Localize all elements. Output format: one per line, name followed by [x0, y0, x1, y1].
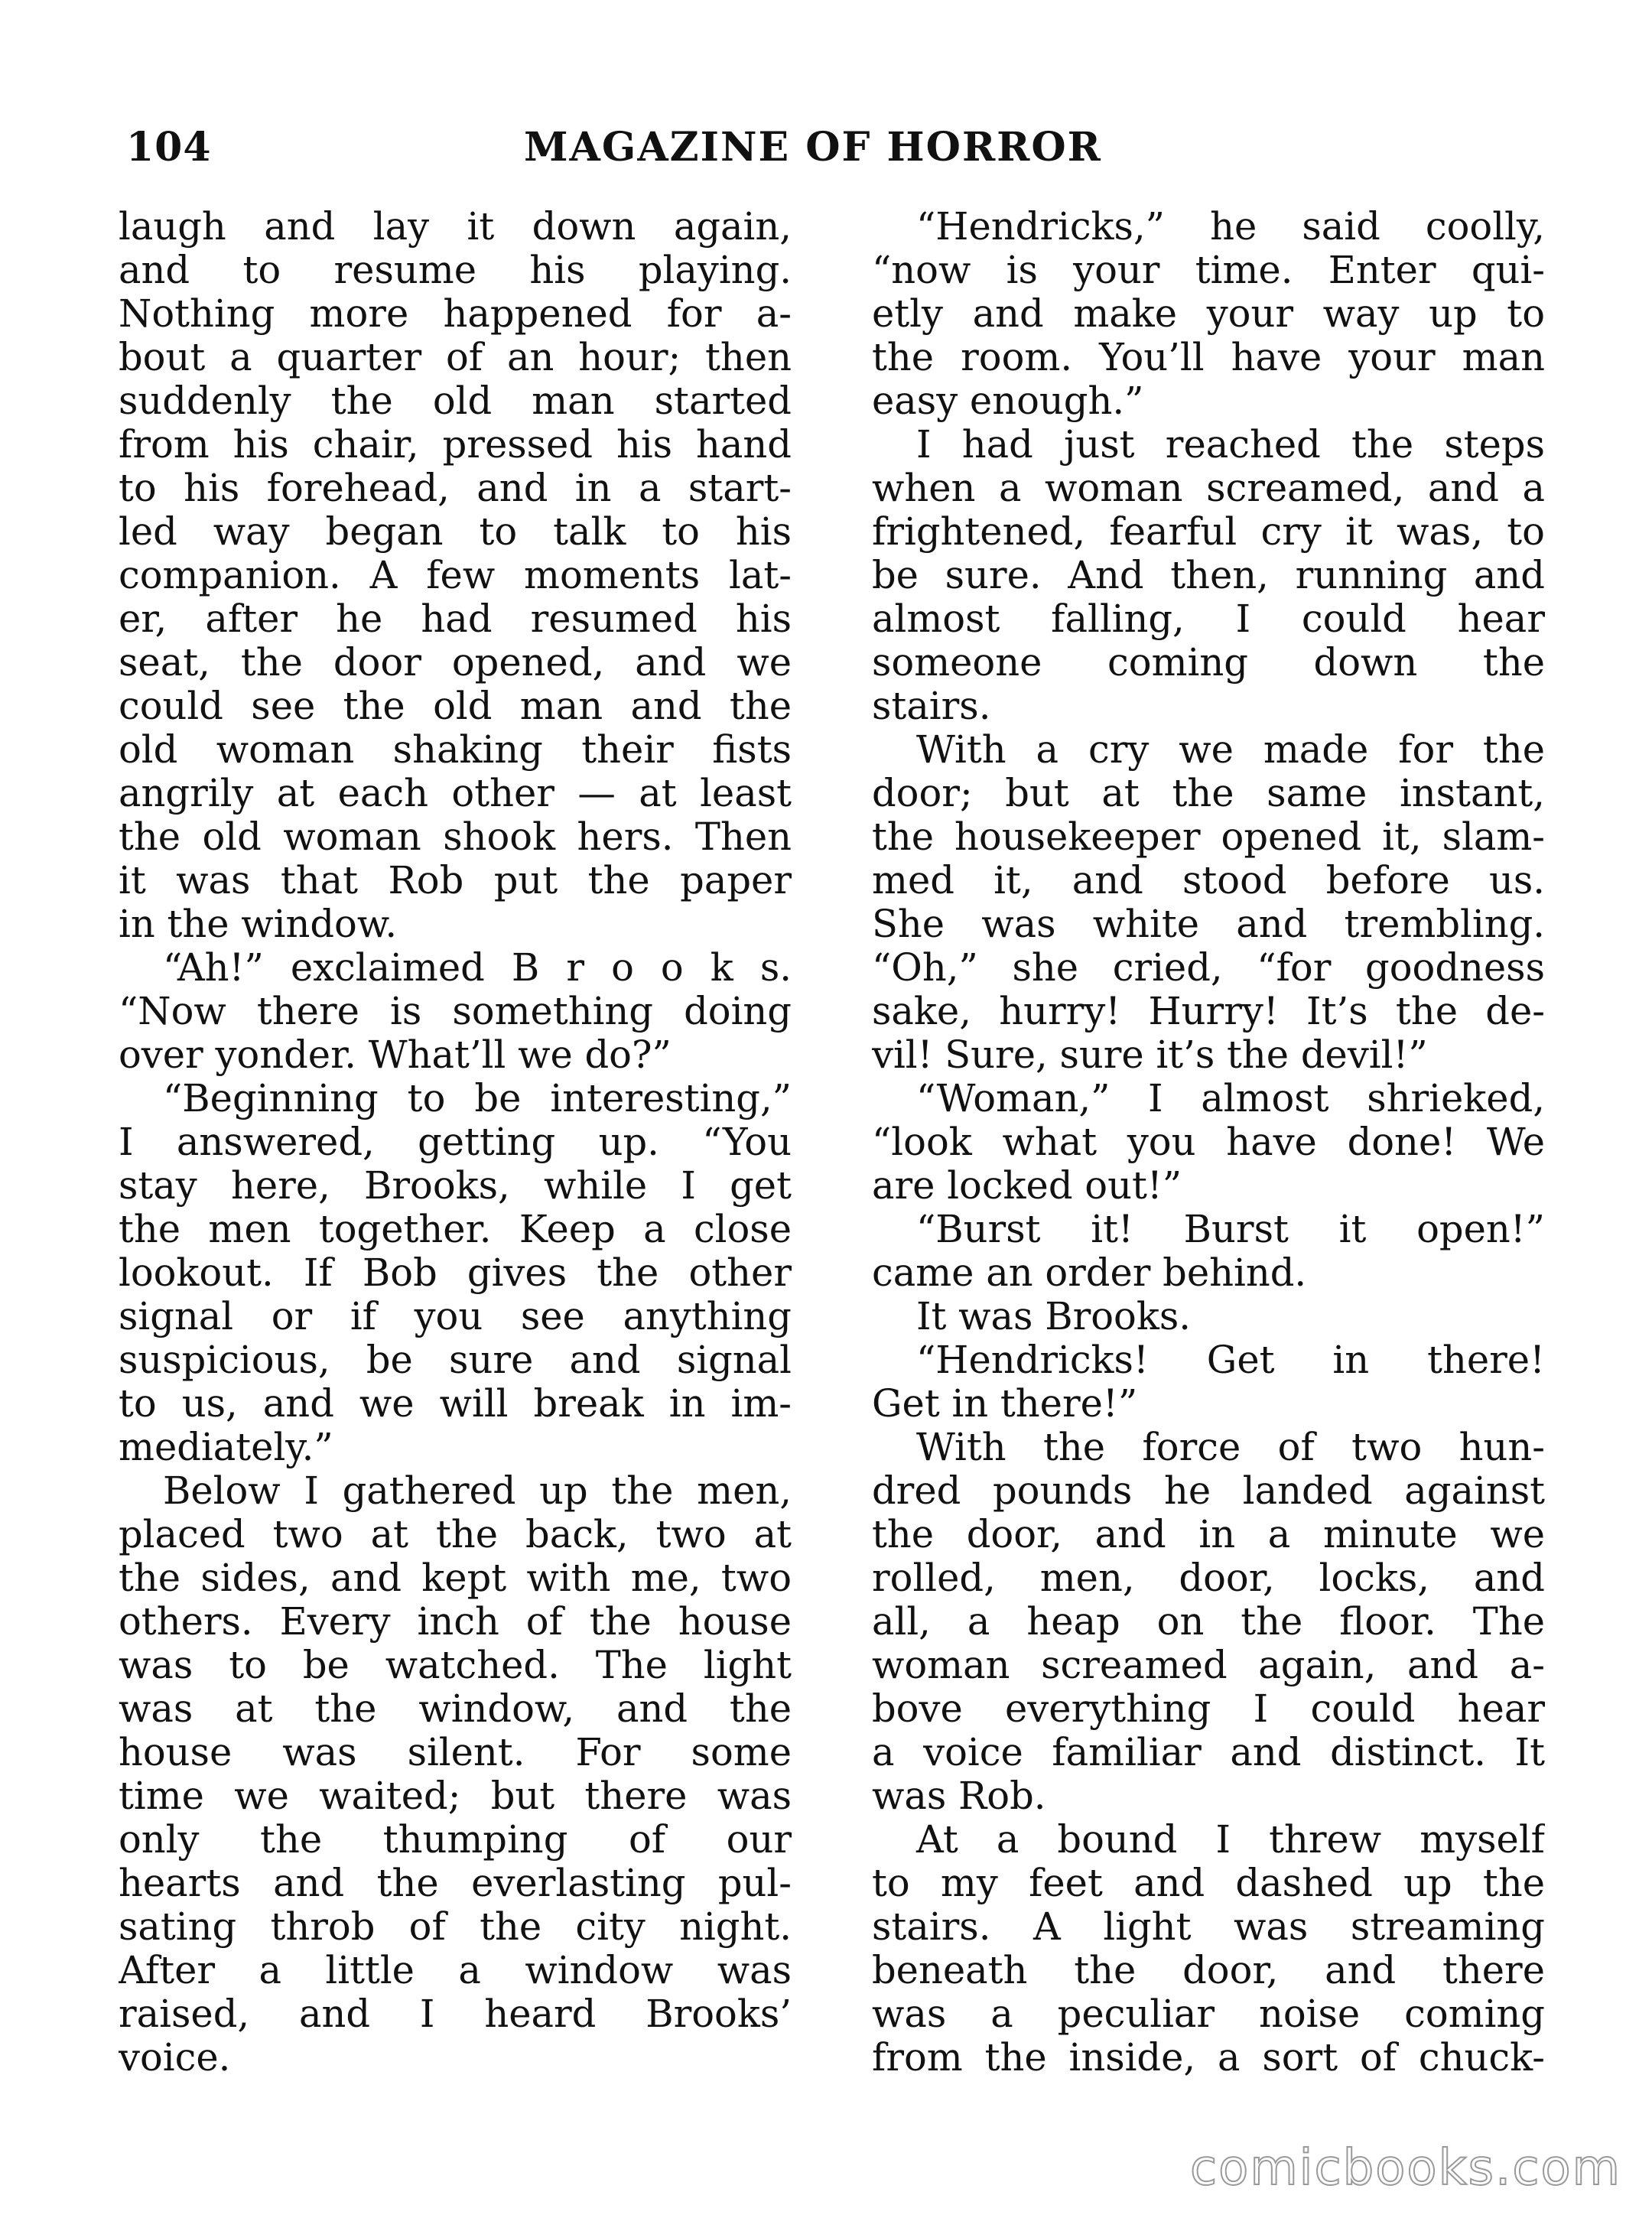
text-line: the door, and in a minute we: [872, 1513, 1545, 1556]
text-line: to his forehead, and in a start-: [119, 467, 792, 510]
text-line: bout a quarter of an hour; then: [119, 336, 792, 379]
text-line: “Now there is something doing: [119, 990, 792, 1033]
text-line: At a bound I threw myself: [916, 1818, 1545, 1862]
right-text-column: [872, 205, 1545, 2080]
text-line: seat, the door opened, and we: [119, 641, 792, 685]
text-line: to us, and we will break in im-: [119, 1382, 792, 1426]
text-line: signal or if you see anything: [119, 1295, 792, 1338]
text-line: raised, and I heard Brooks’: [119, 1992, 792, 2036]
text-line: suspicious, be sure and signal: [119, 1338, 792, 1382]
text-line: almost falling, I could hear: [872, 597, 1545, 641]
text-line: and to resume his playing.: [119, 249, 792, 292]
text-line: was at the window, and the: [119, 1687, 792, 1731]
text-line: bove everything I could hear: [872, 1687, 1545, 1731]
text-line: voice.: [119, 2036, 231, 2080]
text-line: suddenly the old man started: [119, 379, 792, 423]
text-line: a voice familiar and distinct. It: [872, 1731, 1545, 1774]
text-line: the sides, and kept with me, two: [119, 1556, 792, 1600]
text-line: time we waited; but there was: [119, 1774, 792, 1818]
text-line: “Hendricks,” he said coolly,: [916, 205, 1545, 249]
text-line: “look what you have done! We: [872, 1120, 1545, 1164]
text-line: “Hendricks! Get in there!: [916, 1338, 1545, 1382]
text-line: woman screamed again, and a-: [872, 1644, 1545, 1687]
text-line: it was that Rob put the paper: [119, 859, 792, 902]
text-line: someone coming down the: [872, 641, 1545, 685]
text-line: sating throb of the city night.: [119, 1905, 792, 1949]
text-line: frightened, fearful cry it was, to: [872, 510, 1545, 554]
text-line: when a woman screamed, and a: [872, 467, 1545, 510]
text-line: Nothing more happened for a-: [119, 292, 792, 336]
text-line: from his chair, pressed his hand: [119, 423, 792, 467]
text-line: house was silent. For some: [119, 1731, 792, 1774]
text-line: “Ah!” exclaimed B r o o k s.: [163, 946, 792, 990]
text-line: be sure. And then, running and: [872, 554, 1545, 597]
text-line: was a peculiar noise coming: [872, 1992, 1545, 2036]
text-line: “Beginning to be interesting,”: [163, 1077, 792, 1120]
text-line: the room. You’ll have your man: [872, 336, 1545, 379]
text-line: mediately.”: [119, 1426, 333, 1469]
text-line: After a little a window was: [119, 1949, 792, 1992]
text-line: placed two at the back, two at: [119, 1513, 792, 1556]
text-line: She was white and trembling.: [872, 902, 1545, 946]
text-line: Get in there!”: [872, 1382, 1138, 1426]
text-line: led way began to talk to his: [119, 510, 792, 554]
text-line: all, a heap on the floor. The: [872, 1600, 1545, 1644]
text-line: was Rob.: [872, 1774, 1046, 1818]
text-line: “Oh,” she cried, “for goodness: [872, 946, 1545, 990]
text-line: from the inside, a sort of chuck-: [872, 2036, 1545, 2080]
text-line: With a cry we made for the: [916, 728, 1545, 772]
page-header: [126, 124, 1549, 177]
text-line: the men together. Keep a close: [119, 1208, 792, 1251]
text-line: easy enough.”: [872, 379, 1144, 423]
text-line: others. Every inch of the house: [119, 1600, 792, 1644]
text-line: to my feet and dashed up the: [872, 1862, 1545, 1905]
left-text-column: [119, 205, 792, 2080]
text-line: over yonder. What’ll we do?”: [119, 1033, 672, 1077]
text-line: old woman shaking their fists: [119, 728, 792, 772]
text-line: vil! Sure, sure it’s the devil!”: [872, 1033, 1428, 1077]
text-line: “now is your time. Enter qui-: [872, 249, 1545, 292]
text-line: the housekeeper opened it, slam-: [872, 815, 1545, 859]
text-line: came an order behind.: [872, 1251, 1307, 1295]
text-line: in the window.: [119, 902, 398, 946]
text-line: hearts and the everlasting pul-: [119, 1862, 792, 1905]
text-line: angrily at each other — at least: [119, 772, 792, 815]
text-line: I answered, getting up. “You: [119, 1120, 792, 1164]
text-line: could see the old man and the: [119, 685, 792, 728]
text-line: was to be watched. The light: [119, 1644, 792, 1687]
text-line: Below I gathered up the men,: [163, 1469, 792, 1513]
watermark: comicbooks.com: [1189, 2140, 1621, 2197]
text-line: “Woman,” I almost shrieked,: [916, 1077, 1545, 1120]
text-line: only the thumping of our: [119, 1818, 792, 1862]
text-line: beneath the door, and there: [872, 1949, 1545, 1992]
text-line: “Burst it! Burst it open!”: [916, 1208, 1545, 1251]
text-line: etly and make your way up to: [872, 292, 1545, 336]
text-line: are locked out!”: [872, 1164, 1182, 1208]
text-line: stay here, Brooks, while I get: [119, 1164, 792, 1208]
text-line: sake, hurry! Hurry! It’s the de-: [872, 990, 1545, 1033]
text-line: companion. A few moments lat-: [119, 554, 792, 597]
text-line: the old woman shook hers. Then: [119, 815, 792, 859]
text-line: er, after he had resumed his: [119, 597, 792, 641]
text-line: laugh and lay it down again,: [119, 205, 792, 249]
text-line: dred pounds he landed against: [872, 1469, 1545, 1513]
text-line: With the force of two hun-: [916, 1426, 1545, 1469]
text-line: stairs.: [872, 685, 991, 728]
page-number: 104: [126, 124, 212, 171]
text-line: med it, and stood before us.: [872, 859, 1545, 902]
text-line: It was Brooks.: [916, 1295, 1191, 1338]
text-line: stairs. A light was streaming: [872, 1905, 1545, 1949]
running-head: MAGAZINE OF HORROR: [524, 124, 1102, 171]
text-line: door; but at the same instant,: [872, 772, 1545, 815]
text-line: rolled, men, door, locks, and: [872, 1556, 1545, 1600]
text-line: lookout. If Bob gives the other: [119, 1251, 792, 1295]
text-line: I had just reached the steps: [916, 423, 1545, 467]
